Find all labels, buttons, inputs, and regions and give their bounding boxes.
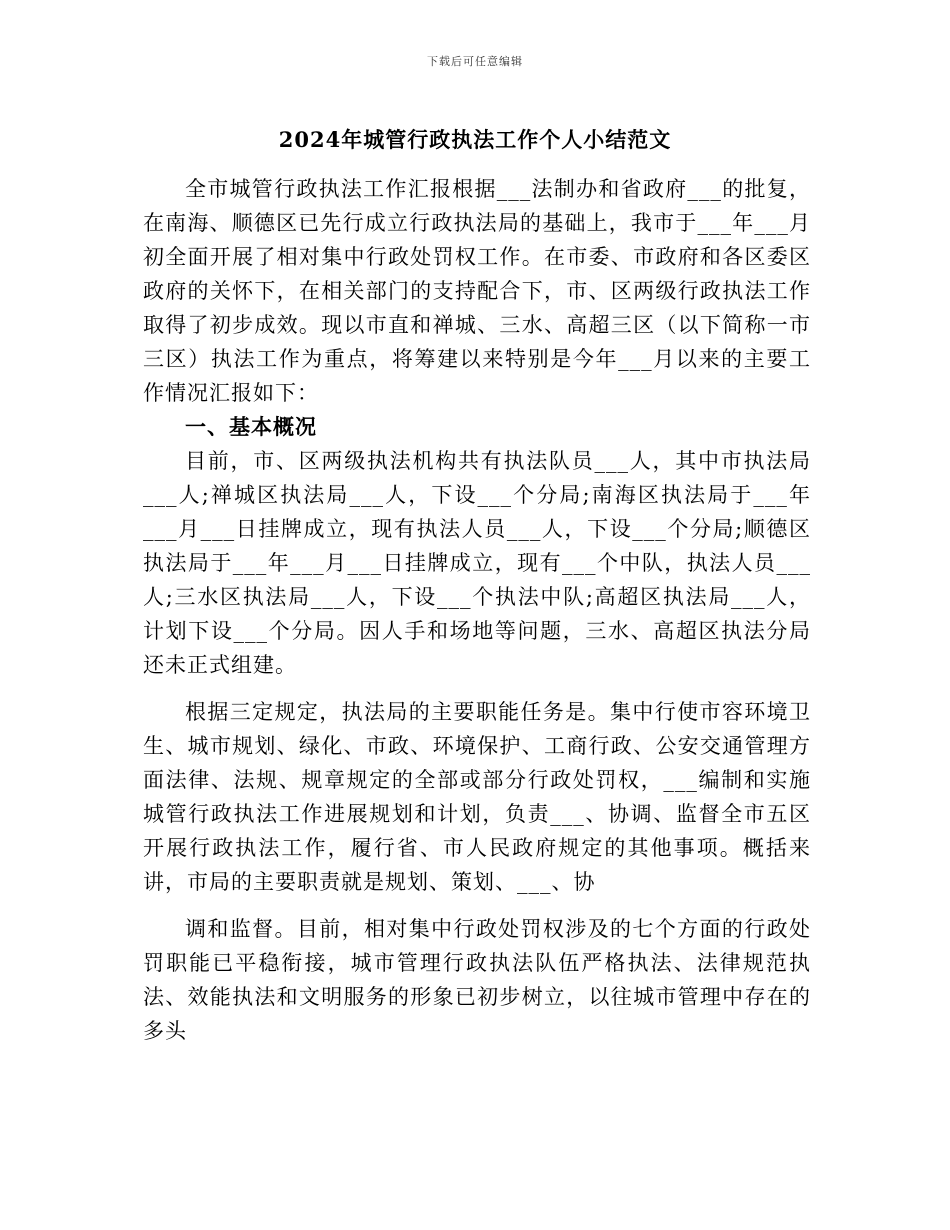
paragraph-intro: 全市城管行政执法工作汇报根据___法制办和省政府___的批复，在南海、顺德区已先行成立行政执法局的基础上，我市于___年___月初全面开展了相对集中行政处罚权工作。在市委、市政府和各区委区政府的关怀下，在相关部门的支持配合下，市、区两级行政执法工作取得了初步成效。现以市直和禅城、三水、高超三区（以下简称一市三区）执法工作为重点，将筹建以来特别是今年___月以来的主要工作情况汇报如下： xyxy=(143,177,811,405)
paragraph-duties: 根据三定规定，执法局的主要职能任务是。集中行使市容环境卫生、城市规划、绿化、市政、环境保护、工商行政、公安交通管理方面法律、法规、规章规定的全部或部分行政处罚权，___编制和实施城管行政执法工作进展规划和计划，负责___、协调、监督全市五区开展行政执法工作，履行省、市人民政府规定的其他事项。概括来讲，市局的主要职责就是规划、策划、___、协 xyxy=(143,700,811,894)
paragraph-gap xyxy=(143,682,811,695)
paragraph-status: 调和监督。目前，相对集中行政处罚权涉及的七个方面的行政处罚职能已平稳衔接，城市管理行政执法队伍严格执法、法律规范执法、效能执法和文明服务的形象已初步树立，以往城市管理中存在的多头 xyxy=(143,917,811,1043)
paragraph-overview: 目前，市、区两级执法机构共有执法队员___人，其中市执法局___人;禅城区执法局___人，下设___个分局;南海区执法局于___年___月___日挂牌成立，现有执法人员___人，下设___个分局;顺德区执法局于___年___月___日挂牌成立，现有___个中队，执法人员___人;三水区执法局___人，下设___个执法中队;高超区执法局___人，计划下设___个分局。因人手和场地等问题，三水、高超区执法分局还未正式组建。 xyxy=(143,449,811,677)
document-title: 2024年城管行政执法工作个人小结范文 xyxy=(278,127,672,152)
document-body xyxy=(143,172,811,1048)
paragraph-gap xyxy=(143,899,811,912)
header-note: 下载后可任意编辑 xyxy=(427,55,523,68)
section-heading: 一、基本概况 xyxy=(185,414,317,439)
